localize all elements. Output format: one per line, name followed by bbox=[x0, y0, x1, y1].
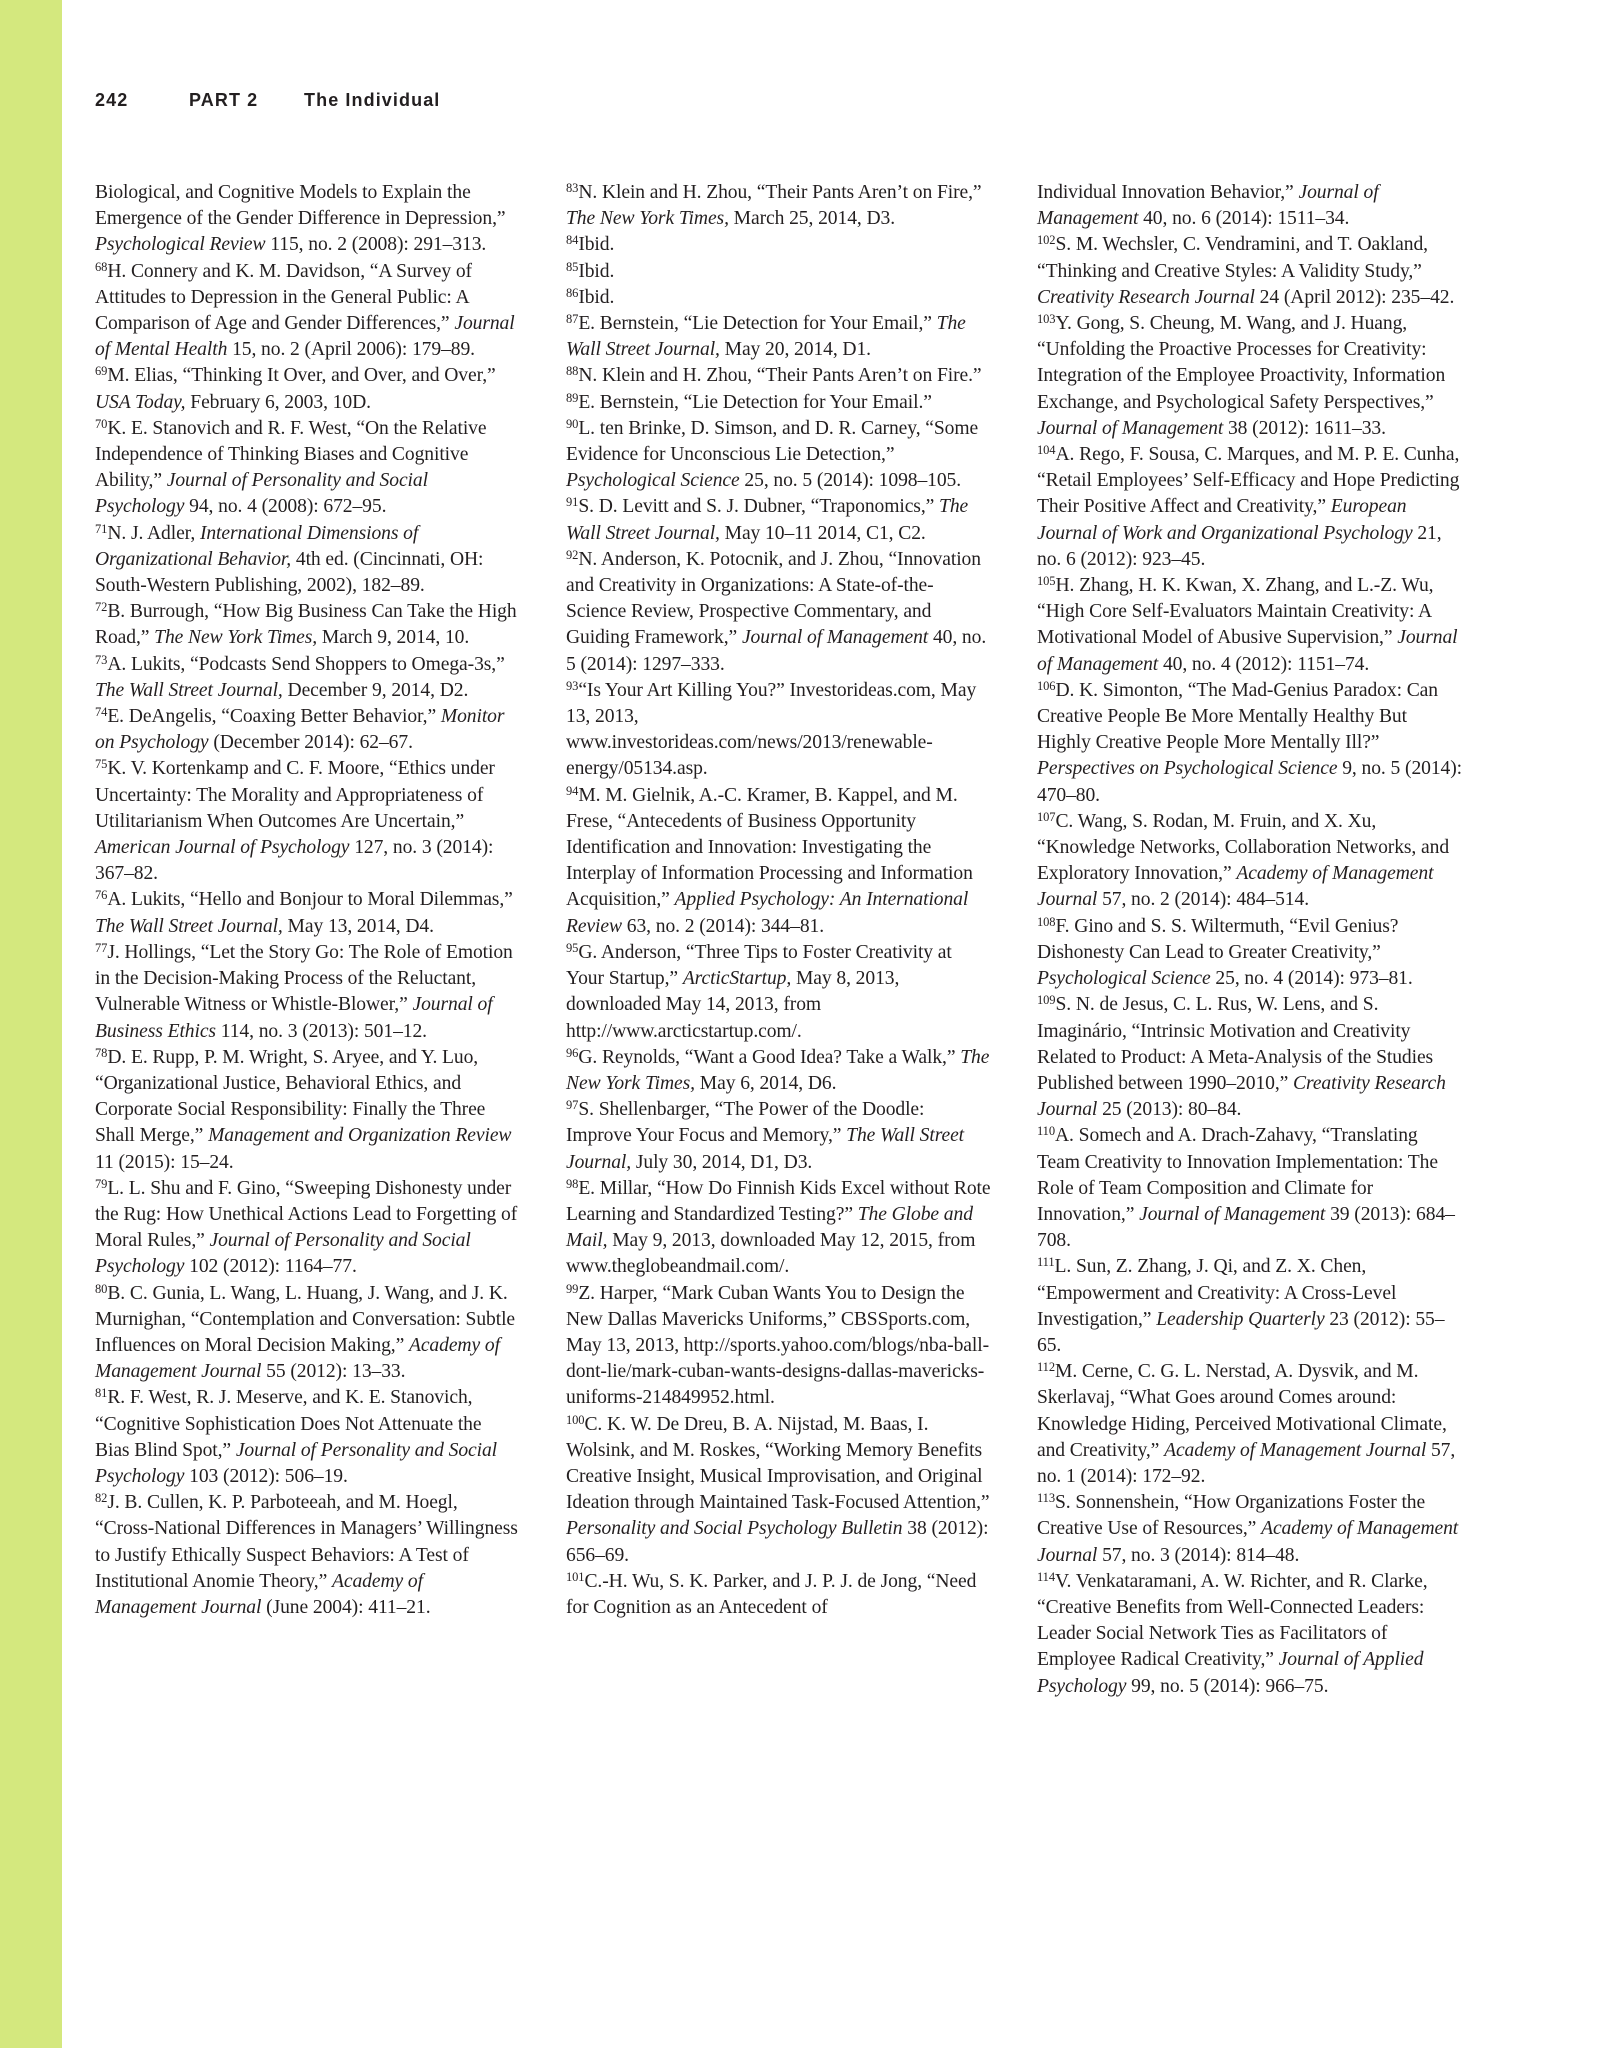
reference-number: 90 bbox=[566, 416, 579, 431]
reference-entry bbox=[566, 390, 991, 416]
reference-source-title: The New York Times, bbox=[566, 1046, 990, 1094]
reference-text: C.-H. Wu, S. K. Parker, and J. P. J. de Jong, “Need for Cognition as an Antecedent of bbox=[566, 1570, 977, 1618]
reference-number: 113 bbox=[1037, 1491, 1055, 1506]
reference-text: July 30, 2014, D1, D3. bbox=[631, 1151, 813, 1173]
reference-text: May 10–11 2014, C1, C2. bbox=[719, 522, 926, 544]
reference-source-title: Journal of Applied Psychology bbox=[1037, 1649, 1424, 1697]
reference-text: B. Burrough, “How Big Business Can Take the High Road,” bbox=[95, 601, 517, 649]
reference-text: A. Rego, F. Sousa, C. Marques, and M. P. E. Cunha, “Retail Employees’ Self-Efficacy and Hope Predicting Their Positive Affect and Creativity,” bbox=[1037, 444, 1460, 518]
reference-number: 71 bbox=[95, 521, 108, 536]
reference-text: February 6, 2003, 10D. bbox=[185, 391, 371, 413]
reference-text: March 25, 2014, D3. bbox=[728, 208, 896, 230]
reference-entry bbox=[95, 704, 520, 756]
reference-text: N. J. Adler, bbox=[107, 522, 200, 544]
reference-number: 91 bbox=[566, 495, 579, 510]
reference-text: “Is Your Art Killing You?” Investorideas.com, May 13, 2013, www.investorideas.com/news/2013/renewable-energy/05134.asp. bbox=[566, 679, 977, 780]
reference-entry bbox=[1037, 1490, 1462, 1569]
reference-text: Z. Harper, “Mark Cuban Wants You to Design the New Dallas Mavericks Uniforms,” CBSSports.com, May 13, 2013, http://sports.yahoo.com/blogs/nba-ball-dont-lie/mark-cuban-wants-designs-dallas-mavericks-uniforms-214849952.html. bbox=[566, 1282, 989, 1409]
reference-number: 87 bbox=[566, 312, 579, 327]
reference-entry bbox=[1037, 809, 1462, 914]
reference-source-title: Applied Psychology: An International Review bbox=[566, 889, 969, 937]
references-column-3 bbox=[1037, 180, 1462, 1700]
reference-entry bbox=[95, 1045, 520, 1176]
reference-text: 9, no. 5 (2014): 470–80. bbox=[1037, 758, 1462, 806]
reference-source-title: American Journal of Psychology bbox=[95, 837, 350, 859]
reference-text: B. C. Gunia, L. Wang, L. Huang, J. Wang, and J. K. Murnighan, “Contemplation and Conversation: Subtle Influences on Moral Decision Making,” bbox=[95, 1282, 516, 1356]
reference-source-title: Personality and Social Psychology Bulletin bbox=[566, 1518, 903, 1540]
reference-entry bbox=[566, 1097, 991, 1176]
reference-number: 84 bbox=[566, 233, 579, 248]
reference-source-title: European Journal of Work and Organizational Psychology bbox=[1037, 496, 1413, 544]
reference-number: 74 bbox=[95, 705, 108, 720]
reference-text: V. Venkataramani, A. W. Richter, and R. Clarke, “Creative Benefits from Well-Connected Leaders: Leader Social Network Ties as Facilitators of Employee Radical Creativity,” bbox=[1037, 1570, 1428, 1671]
reference-text: 23 (2012): 55–65. bbox=[1037, 1308, 1445, 1356]
reference-text: C. K. W. De Dreu, B. A. Nijstad, M. Baas, I. Wolsink, and M. Roskes, “Working Memory Benefits Creative Insight, Musical Improvisation, and Original Ideation through Maintained Task-Focused Attention,” bbox=[566, 1413, 990, 1514]
reference-source-title: Academy of Management Journal bbox=[95, 1334, 500, 1383]
reference-entry bbox=[1037, 232, 1462, 311]
reference-text: Individual Innovation Behavior,” bbox=[1037, 182, 1299, 203]
reference-number: 88 bbox=[566, 364, 579, 379]
reference-number: 68 bbox=[95, 259, 108, 274]
reference-source-title: Academy of Management Journal bbox=[1037, 863, 1434, 911]
reference-text: N. Anderson, K. Potocnik, and J. Zhou, “Innovation and Creativity in Organizations: A State-of-the-Science Review, Prospective Commentary, and Guiding Framework,” bbox=[566, 548, 981, 649]
reference-number: 70 bbox=[95, 416, 108, 431]
reference-entry bbox=[566, 1569, 991, 1621]
references-column-2 bbox=[566, 180, 991, 1621]
reference-text: Y. Gong, S. Cheung, M. Wang, and J. Huang, “Unfolding the Proactive Processes for Creativity: Integration of the Employee Proactivity, Information Exchange, and Psychological Safety Perspectives,” bbox=[1037, 313, 1446, 413]
reference-text: 40, no. 6 (2014): 1511–34. bbox=[1138, 208, 1350, 230]
reference-source-title: The New York Times, bbox=[154, 627, 318, 649]
reference-entry bbox=[95, 1281, 520, 1386]
reference-number: 85 bbox=[566, 259, 579, 274]
reference-number: 97 bbox=[566, 1098, 579, 1113]
reference-entry bbox=[1037, 678, 1462, 809]
reference-text: 57, no. 2 (2014): 484–514. bbox=[1097, 889, 1309, 911]
reference-text: D. E. Rupp, P. M. Wright, S. Aryee, and Y. Luo, “Organizational Justice, Behavioral Ethics, and Corporate Social Responsibility: Finally the Three Shall Merge,” bbox=[95, 1046, 486, 1147]
reference-number: 104 bbox=[1037, 443, 1056, 458]
reference-number: 98 bbox=[566, 1176, 579, 1191]
reference-text: E. Bernstein, “Lie Detection for Your Email,” bbox=[578, 313, 937, 335]
reference-text: 11 (2015): 15–24. bbox=[95, 1151, 234, 1173]
reference-source-title: Journal of Management bbox=[1139, 1203, 1326, 1225]
reference-source-title: Management and Organization Review bbox=[208, 1125, 512, 1147]
reference-entry bbox=[1037, 1254, 1462, 1359]
reference-entry bbox=[566, 1412, 991, 1569]
reference-entry bbox=[1037, 1123, 1462, 1254]
reference-number: 100 bbox=[566, 1412, 585, 1427]
reference-number: 80 bbox=[95, 1281, 108, 1296]
reference-text: M. Elias, “Thinking It Over, and Over, and Over,” bbox=[107, 365, 496, 387]
reference-source-title: The Globe and Mail, bbox=[566, 1203, 973, 1252]
reference-source-title: Journal of Management bbox=[1037, 417, 1224, 439]
reference-text: C. Wang, S. Rodan, M. Fruin, and X. Xu, “Knowledge Networks, Collaboration Networks, and Exploratory Innovation,” bbox=[1037, 810, 1450, 885]
reference-number: 86 bbox=[566, 285, 579, 300]
reference-entry bbox=[566, 940, 991, 1045]
reference-text: 99, no. 5 (2014): 966–75. bbox=[1126, 1675, 1329, 1697]
reference-number: 114 bbox=[1037, 1569, 1055, 1584]
reference-entry bbox=[95, 416, 520, 521]
reference-text: May 9, 2013, downloaded May 12, 2015, from www.theglobeandmail.com/. bbox=[566, 1230, 976, 1278]
reference-text: 102 (2012): 1164–77. bbox=[184, 1256, 357, 1278]
reference-text: A. Somech and A. Drach-Zahavy, “Translating Team Creativity to Innovation Implementation: The Role of Team Composition and Climate for Innovation,” bbox=[1037, 1125, 1438, 1225]
reference-text: 24 (April 2012): 235–42. bbox=[1254, 286, 1455, 308]
reference-text: 57, no. 3 (2014): 814–48. bbox=[1097, 1544, 1300, 1566]
reference-entry bbox=[566, 180, 991, 232]
reference-number: 92 bbox=[566, 547, 579, 562]
reference-text: 40, no. 5 (2014): 1297–333. bbox=[566, 627, 987, 675]
reference-source-title: Perspectives on Psychological Science bbox=[1037, 758, 1338, 780]
reference-text: 57, no. 1 (2014): 172–92. bbox=[1037, 1439, 1456, 1487]
reference-entry bbox=[95, 1490, 520, 1621]
reference-text: 25, no. 4 (2014): 973–81. bbox=[1210, 968, 1413, 990]
reference-number: 89 bbox=[566, 390, 579, 405]
page-number: 242 bbox=[95, 90, 129, 110]
reference-source-title: Academy of Management Journal bbox=[95, 1570, 423, 1618]
reference-text: L. ten Brinke, D. Simson, and D. R. Carney, “Some Evidence for Unconscious Lie Detection,” bbox=[566, 417, 979, 466]
reference-entry bbox=[566, 1281, 991, 1412]
reference-entry bbox=[95, 599, 520, 651]
reference-text: G. Anderson, “Three Tips to Foster Creativity at Your Startup,” bbox=[566, 941, 952, 990]
reference-number: 75 bbox=[95, 757, 108, 772]
reference-entry bbox=[95, 363, 520, 415]
reference-text: R. F. West, R. J. Meserve, and K. E. Stanovich, “Cognitive Sophistication Does Not Attenuate the Bias Blind Spot,” bbox=[95, 1387, 482, 1461]
reference-number: 99 bbox=[566, 1281, 579, 1296]
reference-entry bbox=[95, 259, 520, 364]
reference-text: D. K. Simonton, “The Mad-Genius Paradox: Can Creative People Be More Mentally Healthy But Highly Creative People More Mentally Ill?” bbox=[1037, 679, 1438, 754]
reference-source-title: Journal of Personality and Social Psychology bbox=[95, 1230, 471, 1278]
reference-entry bbox=[95, 180, 520, 259]
reference-text: M. Cerne, C. G. L. Nerstad, A. Dysvik, and M. Skerlavaj, “What Goes around Comes around: Knowledge Hiding, Perceived Motivational Climate, and Creativity,” bbox=[1037, 1361, 1447, 1461]
reference-source-title: Academy of Management Journal bbox=[1164, 1439, 1427, 1461]
section-title: The Individual bbox=[304, 90, 441, 110]
reference-text: 15, no. 2 (April 2006): 179–89. bbox=[227, 339, 475, 361]
reference-text: 127, no. 3 (2014): 367–82. bbox=[95, 837, 494, 885]
reference-number: 76 bbox=[95, 888, 108, 903]
reference-text: E. DeAngelis, “Coaxing Better Behavior,” bbox=[107, 706, 441, 728]
reference-text: A. Lukits, “Podcasts Send Shoppers to Omega-3s,” bbox=[107, 653, 505, 675]
reference-text: F. Gino and S. S. Wiltermuth, “Evil Genius? Dishonesty Can Lead to Greater Creativity,” bbox=[1037, 915, 1399, 963]
reference-source-title: Academy of Management Journal bbox=[1037, 1518, 1459, 1566]
reference-source-title: The Wall Street Journal, bbox=[566, 1125, 965, 1173]
reference-entry bbox=[566, 494, 991, 546]
reference-text: 25 (2013): 80–84. bbox=[1097, 1099, 1242, 1121]
reference-text: Ibid. bbox=[578, 260, 615, 282]
reference-text: 21, no. 6 (2012): 923–45. bbox=[1037, 522, 1442, 570]
reference-text: 103 (2012): 506–19. bbox=[184, 1465, 348, 1487]
reference-number: 103 bbox=[1037, 312, 1056, 327]
reference-entry bbox=[1037, 442, 1462, 573]
reference-text: N. Klein and H. Zhou, “Their Pants Aren’t on Fire,” bbox=[578, 182, 982, 203]
running-head bbox=[95, 90, 440, 114]
reference-text: Biological, and Cognitive Models to Explain the Emergence of the Gender Difference in Depression,” bbox=[95, 182, 506, 230]
reference-source-title: Monitor on Psychology bbox=[95, 706, 505, 754]
reference-text: S. Sonnenshein, “How Organizations Foster the Creative Use of Resources,” bbox=[1037, 1492, 1426, 1540]
reference-entry bbox=[1037, 992, 1462, 1123]
reference-text: E. Millar, “How Do Finnish Kids Excel without Rote Learning and Standardized Testing?” bbox=[566, 1177, 991, 1225]
reference-number: 77 bbox=[95, 940, 108, 955]
reference-number: 79 bbox=[95, 1176, 108, 1191]
side-color-strip bbox=[0, 0, 62, 2048]
reference-text: 63, no. 2 (2014): 344–81. bbox=[621, 915, 825, 937]
reference-source-title: The Wall Street Journal, bbox=[566, 313, 966, 361]
reference-text: Ibid. bbox=[578, 286, 615, 308]
reference-entry bbox=[566, 678, 991, 783]
reference-entry bbox=[1037, 1569, 1462, 1700]
reference-text: M. M. Gielnik, A.-C. Kramer, B. Kappel, and M. Frese, “Antecedents of Business Opportunity Identification and Innovation: Investigating the Interplay of Information Processing and Information Acquisition,” bbox=[566, 784, 973, 911]
reference-text: E. Bernstein, “Lie Detection for Your Email.” bbox=[578, 391, 932, 413]
reference-text: G. Reynolds, “Want a Good Idea? Take a Walk,” bbox=[578, 1046, 961, 1068]
reference-number: 109 bbox=[1037, 993, 1056, 1008]
reference-number: 95 bbox=[566, 940, 579, 955]
reference-number: 73 bbox=[95, 652, 108, 667]
reference-source-title: The New York Times, bbox=[566, 208, 729, 230]
reference-entry bbox=[566, 285, 991, 311]
reference-text: H. Zhang, H. K. Kwan, X. Zhang, and L.-Z. Wu, “High Core Self-Evaluators Maintain Creativity: A Motivational Model of Abusive Supervision,” bbox=[1037, 575, 1434, 649]
reference-source-title: Journal of Management bbox=[741, 627, 929, 649]
reference-text: 115, no. 2 (2008): 291–313. bbox=[265, 234, 487, 256]
reference-entry bbox=[1037, 1359, 1462, 1490]
reference-entry bbox=[566, 1176, 991, 1281]
reference-number: 105 bbox=[1037, 574, 1056, 589]
reference-entry bbox=[1037, 914, 1462, 993]
reference-text: 39 (2013): 684–708. bbox=[1037, 1203, 1455, 1252]
reference-text: N. Klein and H. Zhou, “Their Pants Aren’t on Fire.” bbox=[578, 365, 982, 387]
reference-source-title: International Dimensions of Organizational Behavior, bbox=[95, 522, 419, 570]
reference-source-title: Psychological Science bbox=[566, 470, 740, 492]
reference-text: (December 2014): 62–67. bbox=[208, 732, 413, 754]
reference-text: May 20, 2014, D1. bbox=[719, 339, 871, 361]
reference-number: 108 bbox=[1037, 914, 1056, 929]
reference-entry bbox=[566, 311, 991, 363]
reference-text: May 6, 2014, D6. bbox=[694, 1072, 837, 1094]
reference-number: 93 bbox=[566, 678, 579, 693]
reference-number: 111 bbox=[1037, 1255, 1055, 1270]
reference-source-title: Journal of Mental Health bbox=[95, 313, 515, 361]
reference-source-title: Creativity Research Journal bbox=[1037, 1072, 1446, 1121]
reference-number: 83 bbox=[566, 181, 579, 195]
reference-source-title: ArcticStartup, bbox=[682, 968, 792, 990]
reference-number: 112 bbox=[1037, 1360, 1055, 1375]
reference-entry bbox=[95, 521, 520, 600]
reference-entry bbox=[566, 363, 991, 389]
reference-entry bbox=[95, 940, 520, 1045]
reference-entry bbox=[95, 756, 520, 887]
reference-text: L. Sun, Z. Zhang, J. Qi, and Z. X. Chen, “Empowerment and Creativity: A Cross-Level Investigation,” bbox=[1037, 1256, 1397, 1330]
reference-number: 102 bbox=[1037, 233, 1056, 248]
reference-entry bbox=[95, 887, 520, 939]
reference-number: 82 bbox=[95, 1491, 108, 1506]
reference-text: L. L. Shu and F. Gino, “Sweeping Dishonesty under the Rug: How Unethical Actions Lead to Forgetting of Moral Rules,” bbox=[95, 1177, 518, 1252]
reference-number: 78 bbox=[95, 1045, 108, 1060]
reference-entry bbox=[1037, 180, 1462, 232]
reference-text: 114, no. 3 (2013): 501–12. bbox=[215, 1020, 427, 1042]
reference-text: May 13, 2014, D4. bbox=[282, 915, 434, 937]
reference-entry bbox=[566, 416, 991, 495]
reference-source-title: The Wall Street Journal, bbox=[566, 496, 969, 544]
reference-text: (June 2004): 411–21. bbox=[261, 1596, 431, 1618]
reference-entry bbox=[566, 232, 991, 258]
reference-source-title: The Wall Street Journal, bbox=[95, 679, 283, 701]
reference-entry bbox=[566, 1045, 991, 1097]
reference-source-title: Leadership Quarterly bbox=[1156, 1308, 1325, 1330]
reference-text: 38 (2012): 1611–33. bbox=[1223, 417, 1386, 439]
reference-text: S. D. Levitt and S. J. Dubner, “Traponomics,” bbox=[578, 496, 940, 518]
reference-number: 81 bbox=[95, 1386, 108, 1401]
reference-entry bbox=[95, 1176, 520, 1281]
reference-text: S. M. Wechsler, C. Vendramini, and T. Oakland, “Thinking and Creative Styles: A Validity Study,” bbox=[1037, 234, 1428, 282]
reference-text: J. Hollings, “Let the Story Go: The Role of Emotion in the Decision-Making Process of the Reluctant, Vulnerable Witness or Whistle-Blower,” bbox=[95, 941, 513, 1016]
reference-number: 96 bbox=[566, 1045, 579, 1060]
reference-source-title: Journal of Personality and Social Psychology bbox=[95, 1439, 497, 1487]
reference-source-title: Psychological Science bbox=[1037, 968, 1211, 990]
reference-text: May 8, 2013, downloaded May 14, 2013, from http://www.arcticstartup.com/. bbox=[566, 968, 900, 1042]
reference-number: 94 bbox=[566, 783, 579, 798]
reference-text: K. V. Kortenkamp and C. F. Moore, “Ethics under Uncertainty: The Morality and Appropriateness of Utilitarianism When Outcomes Are Uncertain,” bbox=[95, 758, 495, 832]
reference-source-title: Journal of Personality and Social Psychology bbox=[95, 470, 428, 518]
reference-text: S. Shellenbarger, “The Power of the Doodle: Improve Your Focus and Memory,” bbox=[566, 1099, 925, 1147]
reference-entry bbox=[566, 783, 991, 940]
reference-number: 101 bbox=[566, 1569, 585, 1584]
reference-number: 110 bbox=[1037, 1124, 1055, 1139]
reference-entry bbox=[1037, 311, 1462, 442]
reference-source-title: Journal of Management bbox=[1037, 627, 1458, 675]
reference-text: December 9, 2014, D2. bbox=[282, 679, 469, 701]
reference-text: 40, no. 4 (2012): 1151–74. bbox=[1158, 653, 1370, 675]
reference-text: 25, no. 5 (2014): 1098–105. bbox=[739, 470, 962, 492]
reference-number: 72 bbox=[95, 600, 108, 615]
reference-text: J. B. Cullen, K. P. Parboteeah, and M. Hoegl, “Cross-National Differences in Managers’ Willingness to Justify Ethically Suspect Behaviors: A Test of Institutional Anomie Theory,” bbox=[95, 1492, 518, 1592]
part-label: PART 2 bbox=[189, 90, 259, 110]
reference-text: 4th ed. (Cincinnati, OH: South-Western Publishing, 2002), 182–89. bbox=[95, 548, 484, 597]
reference-text: 38 (2012): 656–69. bbox=[566, 1518, 989, 1566]
reference-entry bbox=[95, 652, 520, 704]
reference-text: 55 (2012): 13–33. bbox=[261, 1361, 406, 1383]
reference-number: 106 bbox=[1037, 678, 1056, 693]
references-column-1 bbox=[95, 180, 520, 1621]
reference-source-title: The Wall Street Journal, bbox=[95, 915, 283, 937]
reference-source-title: Journal of Business Ethics bbox=[95, 994, 493, 1042]
reference-entry bbox=[566, 547, 991, 678]
reference-text: Ibid. bbox=[578, 234, 615, 256]
reference-number: 69 bbox=[95, 364, 108, 379]
reference-entry bbox=[95, 1385, 520, 1490]
reference-source-title: Psychological Review bbox=[95, 234, 266, 256]
reference-text: K. E. Stanovich and R. F. West, “On the Relative Independence of Thinking Biases and Cognitive Ability,” bbox=[95, 417, 487, 492]
reference-text: March 9, 2014, 10. bbox=[317, 627, 470, 649]
reference-number: 107 bbox=[1037, 809, 1056, 824]
reference-entry bbox=[566, 259, 991, 285]
reference-text: A. Lukits, “Hello and Bonjour to Moral Dilemmas,” bbox=[107, 889, 513, 911]
reference-text: 94, no. 4 (2008): 672–95. bbox=[184, 496, 387, 518]
reference-text: S. N. de Jesus, C. L. Rus, W. Lens, and S. Imaginário, “Intrinsic Motivation and Creativity Related to Product: A Meta-Analysis of the Studies Published between 1990–2010,” bbox=[1037, 994, 1434, 1094]
reference-source-title: USA Today, bbox=[95, 391, 186, 413]
reference-text: H. Connery and K. M. Davidson, “A Survey of Attitudes to Depression in the General Public: A Comparison of Age and Gender Differences,” bbox=[95, 260, 472, 335]
reference-source-title: Journal of Management bbox=[1037, 182, 1379, 230]
reference-entry bbox=[1037, 573, 1462, 678]
reference-source-title: Creativity Research Journal bbox=[1037, 286, 1255, 308]
